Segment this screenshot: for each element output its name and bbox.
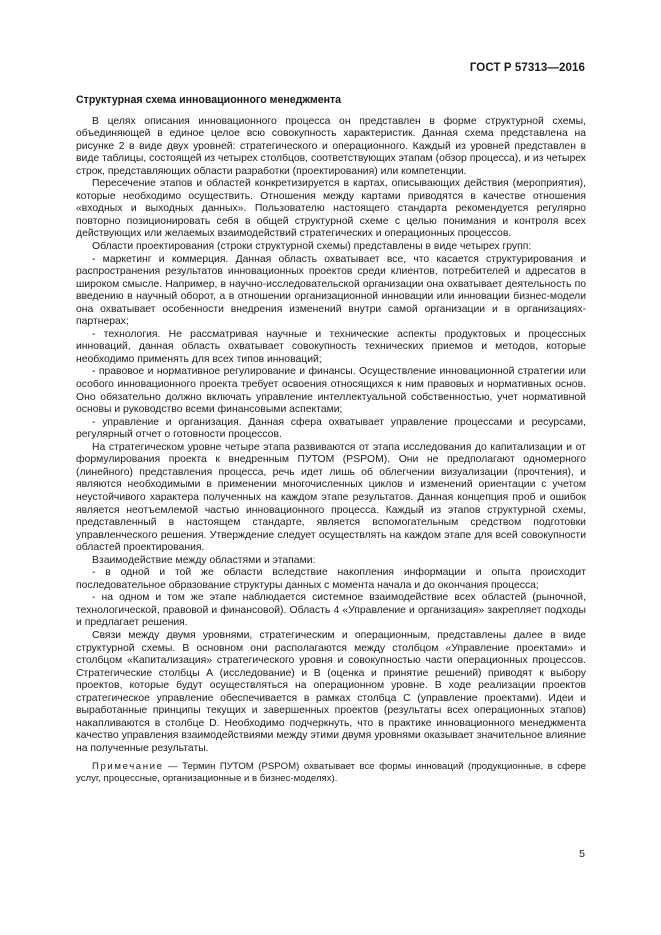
paragraph: Взаимодействие между областями и этапами: — [92, 554, 316, 566]
paragraph: Связи между двумя уровнями, стратегическим и операционным, представлены далее в виде структурной схемы. В основном они располагаются между столбцом «Управление проектами» и столбцом «Капитализация» стратегического уровня и совокупностью части операционных процессов. Стратегические столбцы А (исследование) и В (оценка и принятие решений) приводят к выбору проектов, которые будут осуществляться на операционном уровне. В ходе реализации проектов стратегическое управление обеспечивается в рамках столбца С (управление проектами). Идеи и выработанные принципы текущих и завершенных проектов (результаты всех операционных этапов) накапливаются в столбце D. Необходимо подчеркнуть, что в практике инновационного менеджмента качество управления взаимодействиями между этими двумя уровнями оказывает значительное влияние на полученные результаты. — [76, 629, 586, 754]
note — [76, 761, 586, 785]
note-dash: — — [163, 761, 183, 773]
paragraph: Пересечение этапов и областей конкретизируется в картах, описывающих действия (мероприятия), которые необходимо осуществить. Отношения между картами приводятся в качестве отношения «входных и выходных данных». Пользователю настоящего стандарта рекомендуется регулярно повторно позиционировать себя в общей структурной схеме с целью понимания и контроля всех действующих или желаемых взаимодействий стратегических и операционных процессов. — [76, 178, 586, 240]
list-item: - правовое и нормативное регулирование и финансы. Осуществление инновационной стратегии или особого инновационного проекта требует освоения относящихся к ним правовых и нормативных основ. Оно обязательно должно включать управление интеллектуальной собственностью, учет нормативной основы и руководство всеми финансовыми аспектами; — [76, 366, 586, 416]
list-item: - маркетинг и коммерция. Данная область охватывает все, что касается структурирования и распространения результатов инновационных проектов среди клиентов, потребителей и адресатов в широком смысле. Например, в научно-исследовательской организации она охватывает деятельность по введению в научный оборот, а в отношении организационной инновации или инновации бизнес-модели она охватывает особенности внедрения изменений внутри самой организации и в организациях-партнерах; — [76, 253, 586, 328]
page-content — [76, 94, 586, 785]
paragraph: В целях описания инновационного процесса он представлен в форме структурной схемы, объединяющей в единое целое всю совокупность характеристик. Данная схема представлена на рисунке 2 в виде двух уровней: стратегического и операционного. Каждый из уровней представлен в виде таблицы, состоящей из четырех столбцов, соответствующих этапам (обзор процесса), и из четырех строк, представляющих области разработки (проектирования) или компетенции. — [76, 115, 586, 177]
list-item: - технология. Не рассматривая научные и технические аспекты продуктовых и процессных инноваций, данная область охватывает совокупность технических приемов и методов, которые необходимо применять для всех типов инноваций; — [76, 328, 586, 365]
list-item: - на одном и том же этапе наблюдается системное взаимодействие всех областей (рыночной, технологической, правовой и финансовой). Область 4 «Управление и организация» закрепляет подходы и предлагает решения. — [76, 592, 586, 629]
note-text: Термин ПУТОМ (PSPOM) охватывает все формы инноваций (продукционные, в сфере услуг, процессные, организационные и в бизнес-моделях). — [76, 761, 586, 785]
section-title: Структурная схема инновационного менеджмента — [76, 94, 342, 106]
note-label: Примечание — [92, 761, 164, 773]
paragraph: Области проектирования (строки структурной схемы) представлены в виде четырех групп: — [92, 241, 532, 253]
list-item: - в одной и той же области вследствие накопления информации и опыта происходит последовательное образование структуры данных с момента начала и до окончания процесса; — [76, 567, 586, 591]
paragraph: На стратегическом уровне четыре этапа развиваются от этапа исследования до капитализации и от формулирования проекта к внедренным ПУТОМ (PSPOM). Они не предполагают одномерного (линейного) представления процесса, речь идет лишь об облегчении визуализации (прочтения), и являются необходимыми в применении многочисленных циклов и изменений ориентации с учетом неустойчивого характера полученных на каждом этапе результатов. Данная концепция проб и ошибок является неотъемлемой частью инновационного процесса. Каждый из этапов структурной схемы, представленный в настоящем стандарте, является вспомогательным средством подготовки управленческого решения. Утверждение следует осуществлять на каждом этапе для всей совокупности областей проектирования. — [76, 441, 586, 554]
page-number: 5 — [579, 848, 585, 860]
list-item: - управление и организация. Данная сфера охватывает управление процессами и ресурсами, регулярный отчет о готовности процессов. — [76, 416, 586, 441]
standard-designation: ГОСТ Р 57313—2016 — [469, 62, 585, 74]
